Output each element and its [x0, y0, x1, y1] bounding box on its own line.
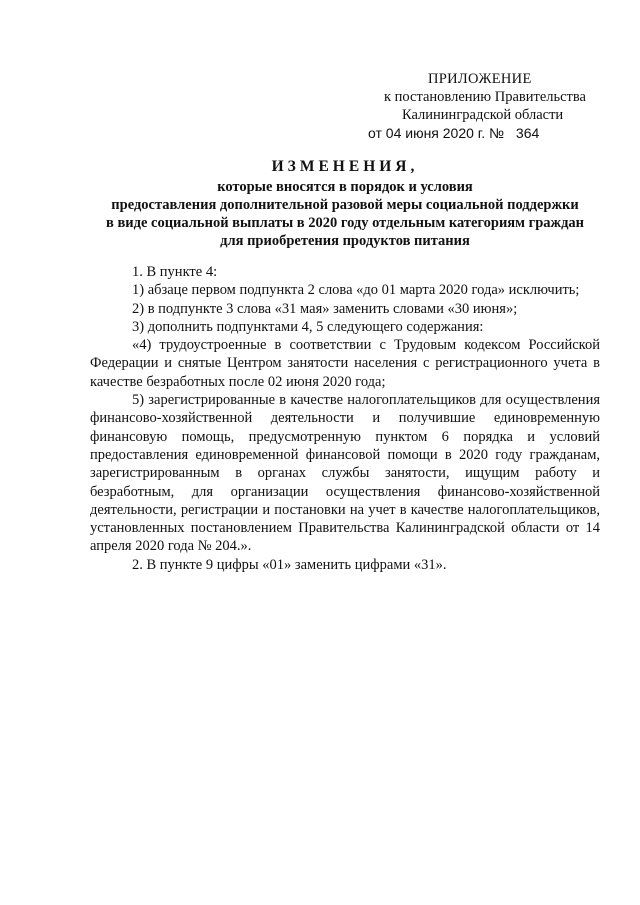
title-main: ИЗМЕНЕНИЯ, [271, 158, 419, 175]
paragraph-1: 1. В пункте 4: [132, 264, 218, 280]
paragraph-1-3: 3) дополнить подпунктами 4, 5 следующего содержания: [132, 318, 484, 335]
appendix-line-2: Калининградской области [402, 107, 564, 123]
title-line-4: для приобретения продуктов питания [220, 233, 470, 249]
title-line-1: которые вносятся в порядок и условия [217, 179, 473, 195]
paragraph-1-5: 5) зарегистрированные в качестве налогоплательщиков для осуществления финансово-хозяйственной деятельности и получившие единовременную финансовую помощь, предусмотренную пунктом 6 порядка и условий предоставления единовременной финансовой помощи в 2020 году гражданам, зарегистрированным в органах службы занятости, ищущим работу и безработным, для организации осуществления финансово-хозяйственной деятельности, регистрации и постановки на учет в качестве налогоплательщиков, установленных постановлением Правительства Калининградской области от 14 апреля 2020 года № 204.». [90, 392, 600, 555]
appendix-number-prefix: № [488, 125, 505, 141]
title-line-3: в виде социальной выплаты в 2020 году отдельным категориям граждан [105, 215, 585, 231]
document-title [90, 158, 600, 250]
paragraph-1-1: 1) абзаце первом подпункта 2 слова «до 01 марта 2020 года» исключить; [132, 282, 580, 299]
appendix-date-prefix: от [368, 125, 382, 141]
paragraph-1-2: 2) в подпункте 3 слова «31 мая» заменить словами «30 июня»; [132, 300, 518, 317]
appendix-date-value: 04 июня 2020 г. [385, 125, 486, 141]
appendix-date-line [366, 124, 606, 142]
appendix-block [366, 70, 606, 142]
appendix-number-value: 364 [515, 125, 540, 141]
appendix-line-1: к постановлению Правительства [384, 89, 586, 105]
paragraph-1-4: «4) трудоустроенные в соответствии с Трудовым кодексом Российской Федерации и снятые Центром занятости населения с регистрационного учета в качестве безработных после 02 июня 2020 года; [90, 337, 600, 390]
title-line-2: предоставления дополнительной разовой меры социальной поддержки [111, 197, 579, 213]
paragraph-2: 2. В пункте 9 цифры «01» заменить цифрами «31». [132, 556, 447, 573]
appendix-heading: ПРИЛОЖЕНИЕ [428, 71, 532, 87]
document-body [90, 263, 600, 574]
